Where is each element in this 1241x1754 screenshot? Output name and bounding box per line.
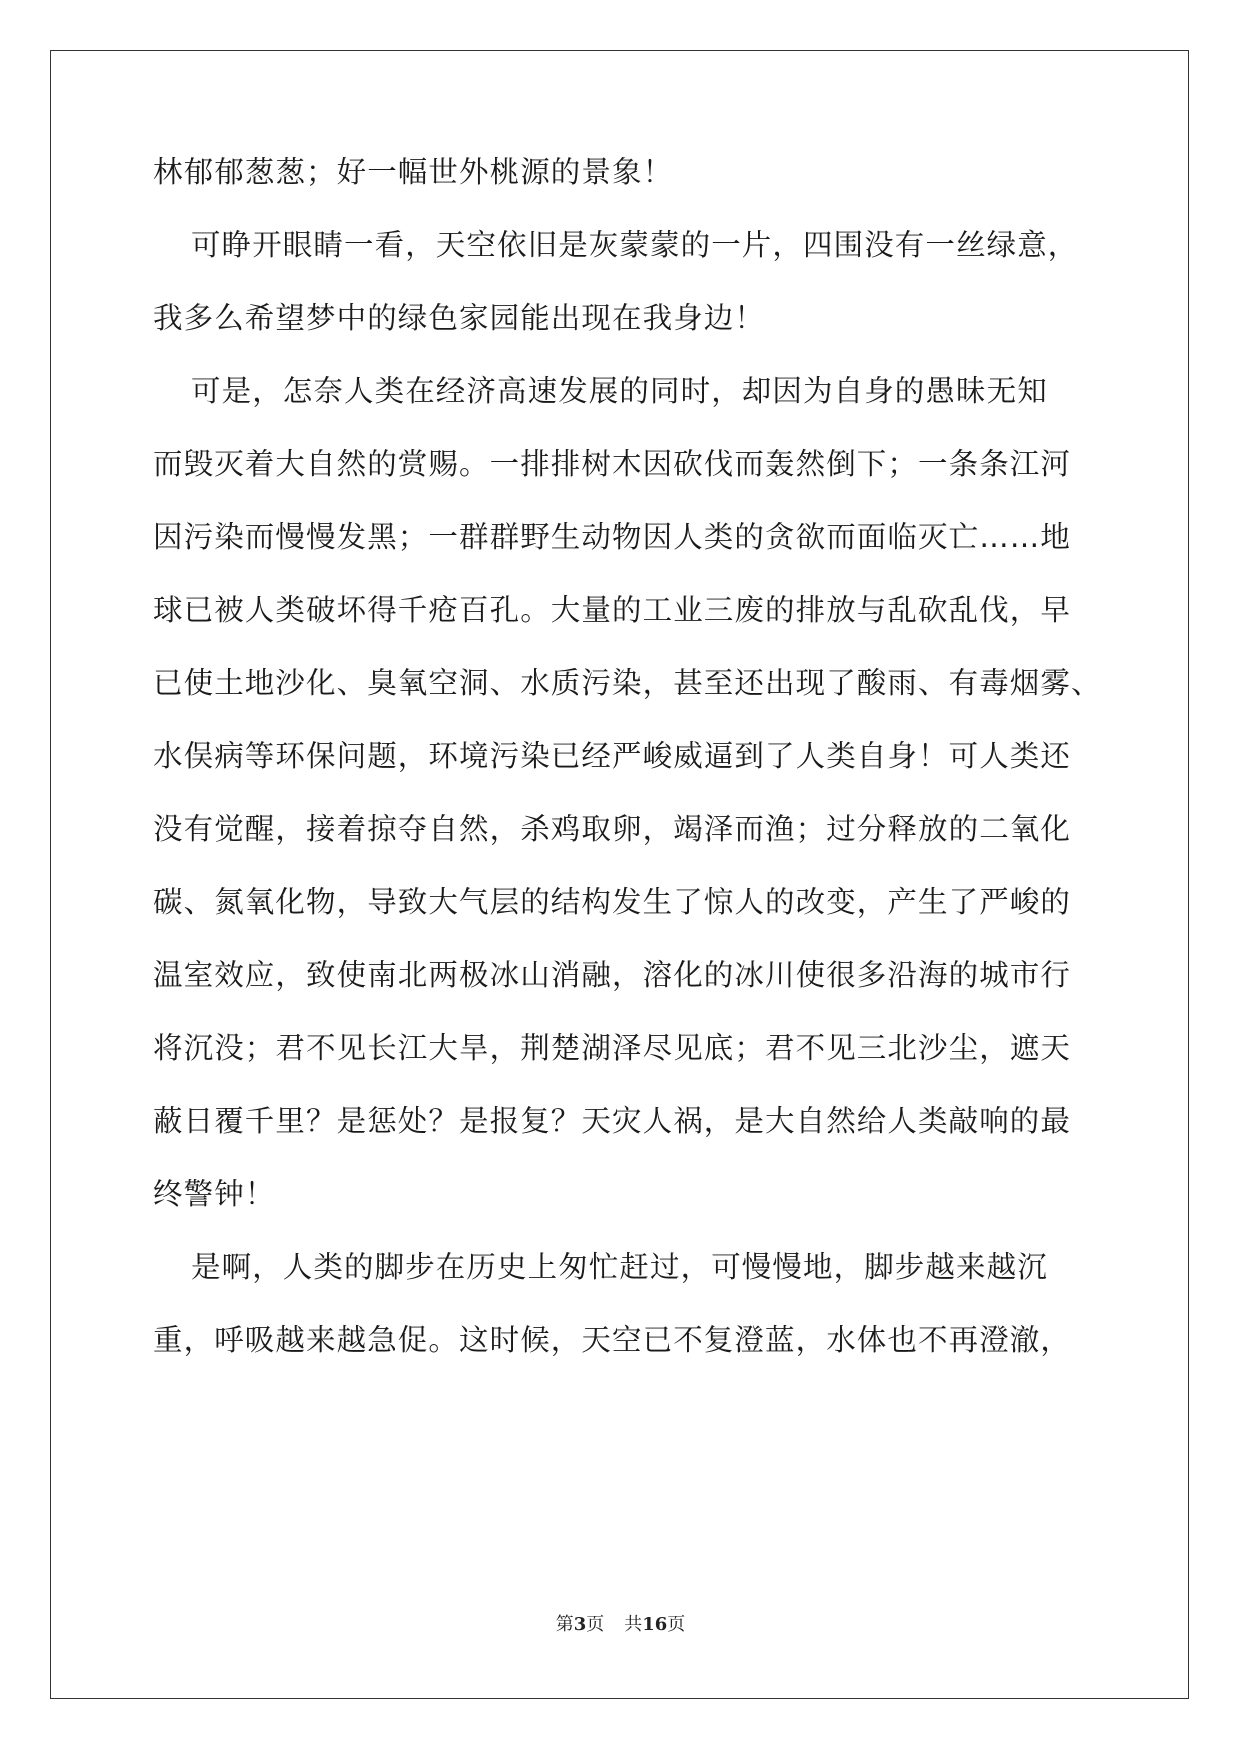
text-line-17: 重，呼吸越来越急促。这时候，天空已不复澄蓝，水体也不再澄澈， [153,1323,1072,1357]
page-suffix: 页 [586,1614,605,1635]
page-footer [0,1613,1241,1637]
total-pages: 16 [642,1614,668,1635]
page-prefix: 第 [555,1614,574,1635]
text-line-12: 温室效应，致使南北两极冰山消融，溶化的冰川使很多沿海的城市行 [153,958,1072,992]
text-line-1: 林郁郁葱葱；好一幅世外桃源的景象！ [153,155,674,189]
text-line-6: 因污染而慢慢发黑；一群群野生动物因人类的贪欲而面临灭亡……地 [153,520,1072,554]
text-line-16: 是啊，人类的脚步在历史上匆忙赶过，可慢慢地，脚步越来越沉 [191,1250,1048,1284]
text-line-5: 而毁灭着大自然的赏赐。一排排树木因砍伐而轰然倒下；一条条江河 [153,447,1072,481]
text-line-13: 将沉没；君不见长江大旱，荆楚湖泽尽见底；君不见三北沙尘，遮天 [153,1031,1072,1065]
text-line-9: 水俣病等环保问题，环境污染已经严峻威逼到了人类自身！可人类还 [153,739,1072,773]
text-line-11: 碳、氮氧化物，导致大气层的结构发生了惊人的改变，产生了严峻的 [153,885,1072,919]
text-line-3: 我多么希望梦中的绿色家园能出现在我身边！ [153,301,766,335]
text-line-15: 终警钟！ [153,1177,276,1211]
page-number: 3 [573,1614,587,1635]
text-line-8: 已使土地沙化、臭氧空洞、水质污染，甚至还出现了酸雨、有毒烟雾、 [153,666,1102,700]
total-prefix: 共 [624,1614,643,1635]
text-line-4: 可是，怎奈人类在经济高速发展的同时，却因为自身的愚昧无知 [191,374,1048,408]
text-line-2: 可睁开眼睛一看，天空依旧是灰蒙蒙的一片，四围没有一丝绿意， [191,228,1079,262]
text-line-7: 球已被人类破坏得千疮百孔。大量的工业三废的排放与乱砍乱伐，早 [153,593,1072,627]
total-suffix: 页 [667,1614,686,1635]
text-line-14: 蔽日覆千里？是惩处？是报复？天灾人祸，是大自然给人类敲响的最 [153,1104,1072,1138]
text-line-10: 没有觉醒，接着掠夺自然，杀鸡取卵，竭泽而渔；过分释放的二氧化 [153,812,1072,846]
